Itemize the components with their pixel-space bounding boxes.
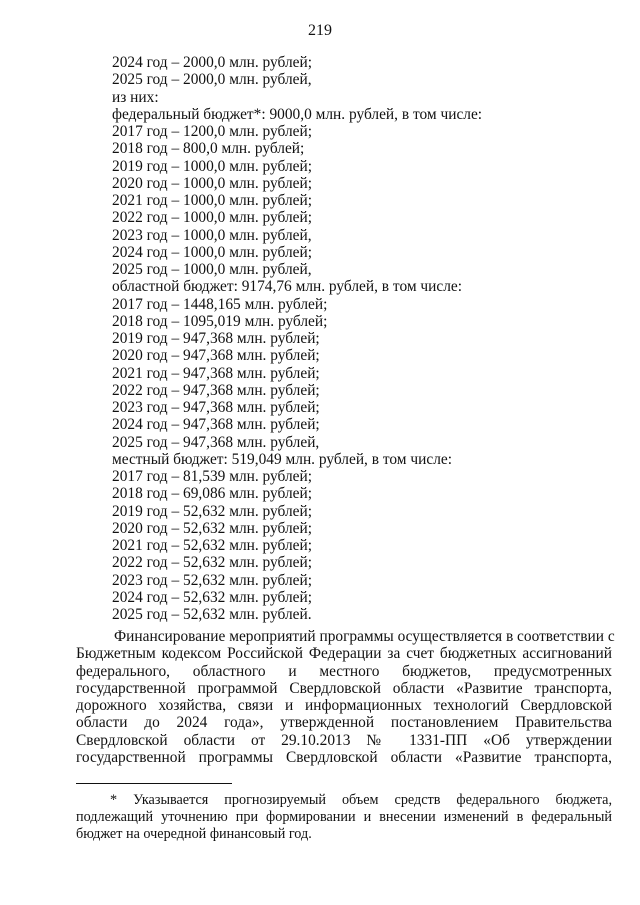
budget-line: 2021 год – 947,368 млн. рублей; [112, 364, 320, 382]
budget-line: областной бюджет: 9174,76 млн. рублей, в том числе: [112, 278, 463, 296]
financing-paragraph [76, 628, 615, 766]
budget-line: 2018 год – 69,086 млн. рублей; [112, 485, 313, 503]
footnote-line: подлежащий уточнению при формировании и внесении изменений в федеральный [76, 809, 612, 825]
budget-line: 2020 год – 947,368 млн. рублей; [112, 347, 320, 365]
budget-line: 2017 год – 1200,0 млн. рублей; [112, 123, 313, 140]
budget-line: федеральный бюджет*: 9000,0 млн. рублей, в том числе: [112, 105, 483, 123]
budget-line: 2017 год – 1448,165 млн. рублей; [112, 295, 328, 313]
budget-line: 2020 год – 1000,0 млн. рублей; [112, 174, 313, 192]
budget-line: 2022 год – 1000,0 млн. рублей; [112, 209, 313, 227]
paragraph-line: федерального, областного и местного бюджетов, предусмотренных [76, 662, 612, 680]
budget-line: 2024 год – 1000,0 млн. рублей; [112, 243, 313, 261]
paragraph-line: Бюджетным кодексом Российской Федерации за счет бюджетных ассигнований [76, 645, 612, 663]
footnote-line: * Указывается прогнозируемый объем средств федерального бюджета, [110, 792, 612, 808]
budget-line: 2021 год – 1000,0 млн. рублей; [112, 192, 313, 209]
budget-lines [112, 54, 612, 623]
budget-line: 2023 год – 1000,0 млн. рублей, [112, 226, 312, 244]
paragraph-line: дорожного хозяйства, связи и информационных технологий Свердловской [76, 697, 612, 714]
budget-line: из них: [112, 88, 159, 106]
budget-line: местный бюджет: 519,049 млн. рублей, в том числе: [112, 450, 452, 468]
budget-line: 2020 год – 52,632 млн. рублей; [112, 519, 313, 537]
budget-line: 2023 год – 947,368 млн. рублей; [112, 399, 320, 416]
paragraph-line: Финансирование мероприятий программы осуществляется в соответствии с [114, 628, 615, 645]
paragraph-line: Свердловской области от 29.10.2013 № 1331-ПП «Об утверждении [76, 731, 612, 749]
budget-line: 2021 год – 52,632 млн. рублей; [112, 537, 313, 554]
page-number: 219 [308, 22, 332, 39]
budget-line: 2024 год – 2000,0 млн. рублей; [112, 54, 313, 71]
footnote-divider [76, 783, 232, 784]
budget-line: 2024 год – 52,632 млн. рублей; [112, 588, 313, 606]
budget-line: 2023 год – 52,632 млн. рублей; [112, 571, 313, 589]
budget-line: 2025 год – 52,632 млн. рублей. [112, 606, 312, 623]
budget-line: 2025 год – 947,368 млн. рублей, [112, 433, 320, 451]
paragraph-line: государственной программой Свердловской области «Развитие транспорта, [76, 679, 612, 697]
budget-line: 2025 год – 2000,0 млн. рублей, [112, 71, 312, 89]
budget-line: 2019 год – 52,632 млн. рублей; [112, 502, 313, 520]
budget-line: 2022 год – 947,368 млн. рублей; [112, 381, 320, 399]
budget-line: 2024 год – 947,368 млн. рублей; [112, 416, 320, 434]
budget-line: 2017 год – 81,539 млн. рублей; [112, 468, 313, 485]
paragraph-line: области до 2024 года», утвержденной постановлением Правительства [76, 714, 612, 732]
paragraph-line: государственной программы Свердловской области «Развитие транспорта, [76, 748, 612, 766]
budget-line: 2018 год – 1095,019 млн. рублей; [112, 312, 328, 330]
footnote-line: бюджет на очередной финансовый год. [76, 826, 312, 842]
footnote [76, 792, 612, 843]
budget-line: 2019 год – 947,368 млн. рублей; [112, 330, 320, 347]
budget-line: 2018 год – 800,0 млн. рублей; [112, 140, 305, 158]
budget-line: 2025 год – 1000,0 млн. рублей, [112, 261, 312, 278]
budget-line: 2022 год – 52,632 млн. рублей; [112, 554, 313, 572]
budget-line: 2019 год – 1000,0 млн. рублей; [112, 157, 313, 175]
